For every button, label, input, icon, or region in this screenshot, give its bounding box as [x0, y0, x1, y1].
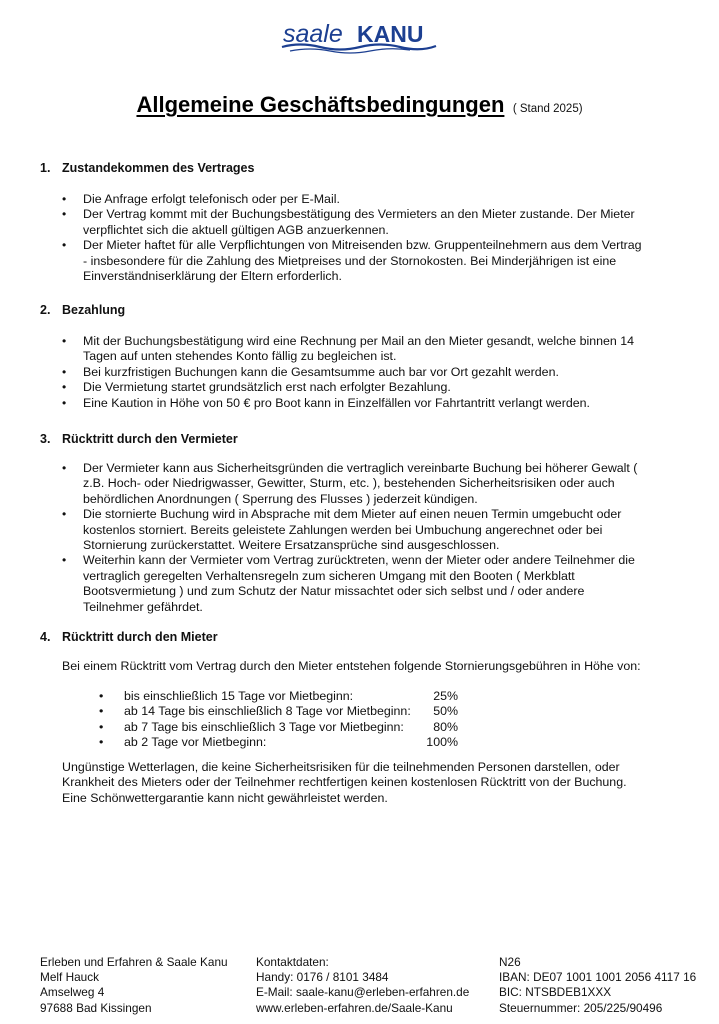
- footer-contact: [256, 955, 469, 1016]
- bullet-list: [62, 192, 642, 284]
- fee-row: [99, 720, 479, 735]
- footer-line: BIC: NTSBDEB1XXX: [499, 985, 612, 1000]
- line: Mit der Buchungsbestätigung wird eine Rechnung per Mail an den Mieter gesandt, welche binnen 14: [83, 334, 635, 348]
- list-item: [62, 396, 642, 411]
- line: Der Mieter haftet für alle Verpflichtungen von Mitreisenden bzw. Gruppenteilnehmern aus dem Vertrag: [83, 238, 642, 253]
- list-item: [62, 380, 642, 395]
- line: Eine Kaution in Höhe von 50 € pro Boot kann in Einzelfällen vor Fahrtantritt verlangt werden.: [83, 395, 590, 410]
- footer-line: Steuernummer: 205/225/90496: [499, 1000, 663, 1015]
- list-item: [62, 207, 642, 238]
- fee-value: 100%: [426, 735, 458, 750]
- line: Die stornierte Buchung wird in Absprache mit dem Mieter auf einen neuen Termin umgebucht oder: [83, 507, 622, 522]
- line: Weiterhin kann der Vermieter vom Vertrag zurücktreten, wenn der Mieter oder andere Teilnehmer die: [83, 553, 635, 568]
- footer-line: Amselweg 4: [40, 985, 105, 1000]
- section-heading: [40, 303, 125, 317]
- line: Teilnehmer gefährdet.: [83, 599, 203, 614]
- fee-label: bis einschließlich 15 Tage vor Mietbeginn:: [124, 689, 354, 703]
- footer-line: N26: [499, 955, 521, 969]
- footer-line: www.erleben-erfahren.de/Saale-Kanu: [256, 1000, 453, 1015]
- section-heading: [40, 432, 238, 446]
- logo: [0, 14, 719, 59]
- fee-row: [99, 689, 479, 704]
- page-subtitle: ( Stand 2025): [512, 103, 583, 115]
- line: z.B. Hoch- oder Niedrigwasser, Gewitter, Sturm, etc. ), bestehenden Sicherheitsrisiken oder auch: [83, 476, 615, 491]
- line: Stornierung zurückerstattet. Weitere Ersatzansprüche sind ausgeschlossen.: [83, 538, 500, 553]
- section-title: Bezahlung: [62, 303, 126, 317]
- footer-line: Melf Hauck: [40, 970, 100, 985]
- section-intro: Bei einem Rücktritt vom Vertrag durch den Mieter entstehen folgende Stornierungsgebühren in Höhe von:: [62, 659, 641, 673]
- list-item: [62, 507, 642, 553]
- list-item: [62, 365, 642, 380]
- fee-label: ab 7 Tage bis einschließlich 3 Tage vor Mietbeginn:: [124, 719, 404, 734]
- fee-row: [99, 704, 479, 719]
- line: Ungünstige Wetterlagen, die keine Sicherheitsrisiken für die teilnehmenden Personen darstellen, oder: [62, 760, 620, 774]
- line: Der Vermieter kann aus Sicherheitsgründen die vertraglich vereinbarte Buchung bei höherer Gewalt (: [83, 461, 638, 475]
- line: Tagen auf unten stehendes Konto fällig zu begleichen ist.: [83, 349, 397, 364]
- list-item: [62, 553, 642, 615]
- section-closing: [62, 760, 662, 806]
- footer-company: [40, 955, 228, 1016]
- footer-line: 97688 Bad Kissingen: [40, 1000, 152, 1015]
- line: vertraglich geregelten Verhaltensregeln zum sicheren Umgang mit den Booten ( Merkblatt: [83, 568, 575, 583]
- footer-line: E-Mail: saale-kanu@erleben-erfahren.de: [256, 985, 470, 1000]
- section-number: 1.: [40, 161, 51, 175]
- fee-value: 25%: [433, 689, 458, 703]
- line: Bootsvermietung ) und zum Schutz der Natur missachtet oder sich selbst und / oder andere: [83, 584, 585, 599]
- list-item: [62, 192, 642, 207]
- fee-label: ab 2 Tage vor Mietbeginn:: [124, 735, 267, 750]
- bullet-list: [62, 461, 642, 615]
- bullet-list: [62, 334, 642, 411]
- line: behördlichen Anordnungen ( Sperrung des Flusses ) jederzeit kündigen.: [83, 491, 478, 506]
- fee-list: [99, 689, 479, 751]
- section-title: Rücktritt durch den Vermieter: [62, 432, 238, 446]
- section-title: Rücktritt durch den Mieter: [62, 630, 218, 644]
- section-title: Zustandekommen des Vertrages: [62, 161, 255, 175]
- line: Eine Schönwettergarantie kann nicht gewährleistet werden.: [62, 790, 388, 805]
- section-heading: [40, 630, 218, 644]
- logo-text-left: saale: [282, 20, 343, 48]
- footer-line: Handy: 0176 / 8101 3484: [256, 970, 389, 985]
- footer-bank: [499, 955, 696, 1016]
- list-item: [62, 238, 642, 284]
- section-number: 2.: [40, 303, 51, 317]
- page-title-row: [0, 92, 719, 118]
- fee-value: 80%: [433, 719, 458, 734]
- line: Die Vermietung startet grundsätzlich erst nach erfolgter Bezahlung.: [83, 380, 451, 395]
- list-item: [62, 461, 642, 507]
- saale-kanu-logo: [280, 14, 440, 54]
- line: - insbesondere für die Zahlung des Mietpreises und der Stornokosten. Bei Minderjährigen ist eine: [83, 253, 617, 268]
- logo-text-right: KANU: [356, 21, 423, 47]
- page-title: Allgemeine Geschäftsbedingungen: [136, 92, 505, 117]
- line: kostenlos storniert. Bereits geleistete Zahlungen werden bei Umbuchung angerechnet oder bei: [83, 522, 603, 537]
- line: verpflichtet sich die aktuell gültigen AGB anzuerkennen.: [83, 222, 389, 237]
- line: Der Vertrag kommt mit der Buchungsbestätigung des Vermieters an den Mieter zustande. Der Mieter: [83, 207, 635, 222]
- section-heading: [40, 161, 254, 175]
- line: Bei kurzfristigen Buchungen kann die Gesamtsumme auch bar vor Ort gezahlt werden.: [83, 364, 559, 379]
- section-number: 4.: [40, 630, 51, 644]
- footer-line: Erleben und Erfahren & Saale Kanu: [40, 955, 228, 969]
- line: Die Anfrage erfolgt telefonisch oder per E-Mail.: [83, 192, 340, 206]
- line: Krankheit des Mieters oder der Teilnehmer rechtfertigen keinen kostenlosen Rücktritt von der Buchung.: [62, 775, 627, 790]
- section-number: 3.: [40, 432, 51, 446]
- fee-value: 50%: [433, 704, 458, 719]
- list-item: [62, 334, 642, 365]
- footer-line: Kontaktdaten:: [256, 955, 329, 969]
- footer-line: IBAN: DE07 1001 1001 2056 4117 16: [499, 970, 697, 985]
- line: Einverständniserklärung der Eltern erforderlich.: [83, 269, 342, 284]
- fee-row: [99, 735, 479, 750]
- fee-label: ab 14 Tage bis einschließlich 8 Tage vor Mietbeginn:: [124, 704, 411, 719]
